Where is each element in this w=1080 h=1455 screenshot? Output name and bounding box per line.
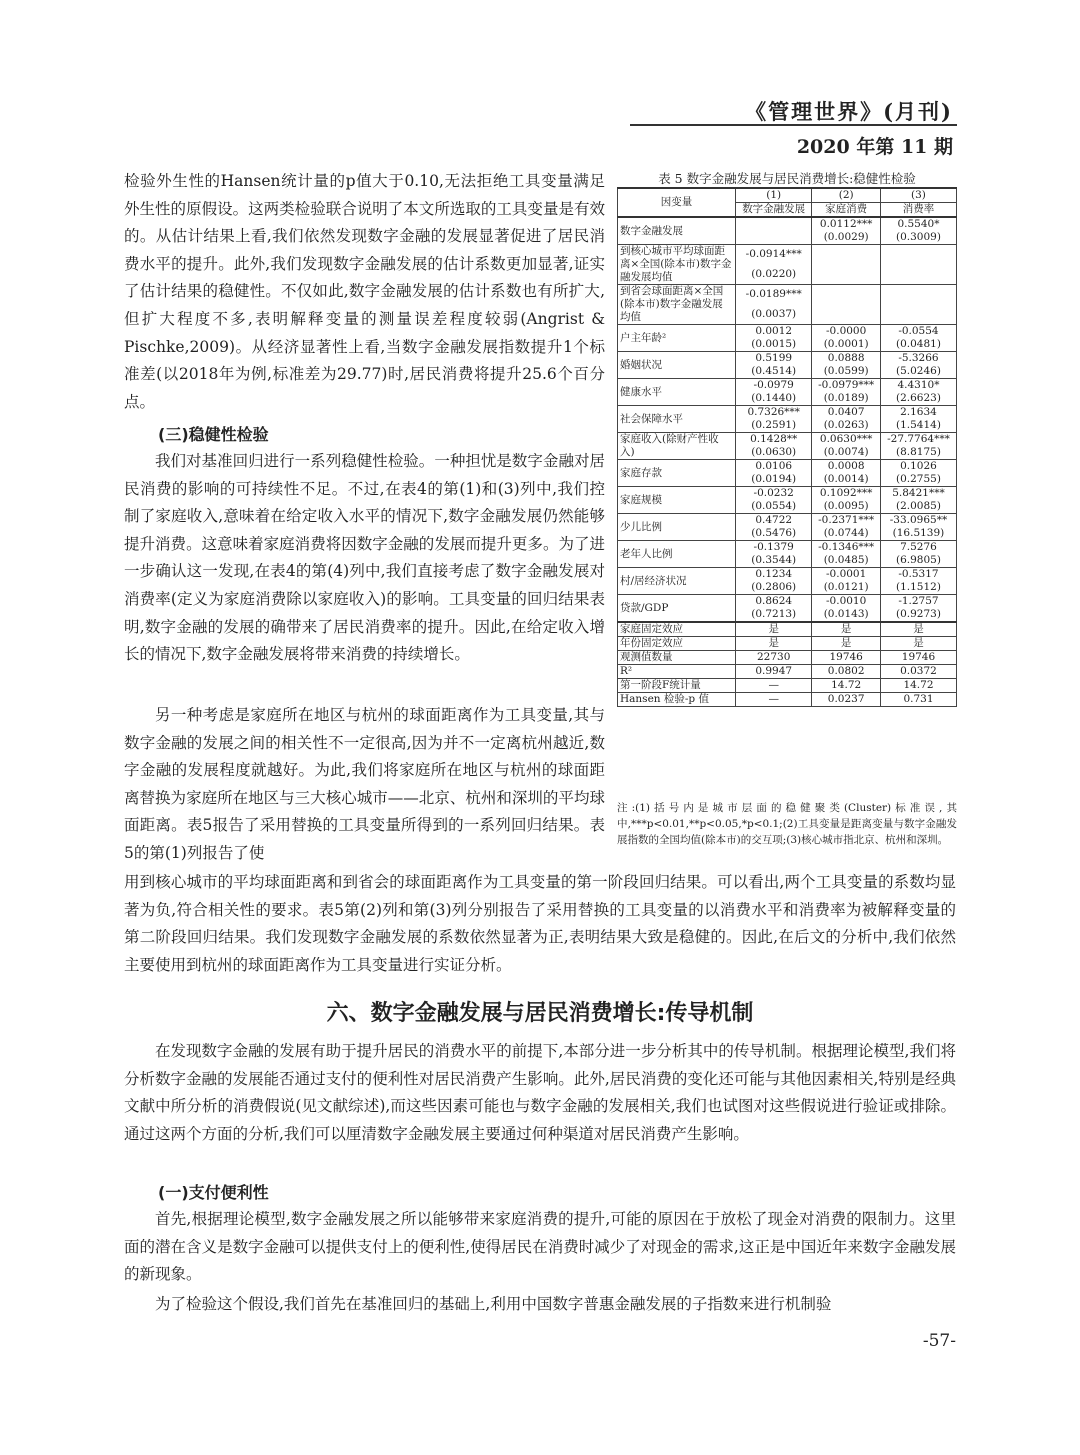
row-label: 健康水平	[618, 379, 736, 406]
se-cell: (0.2755)	[880, 473, 956, 487]
se-cell: (0.3544)	[736, 554, 812, 568]
col-name: 家庭消费	[812, 203, 881, 218]
row-label: 村/居经济状况	[618, 568, 736, 595]
coef-cell: 5.8421***	[880, 487, 956, 501]
se-cell: (0.0481)	[880, 338, 956, 352]
se-cell: (0.0220)	[736, 265, 812, 285]
coef-cell	[880, 245, 956, 265]
table-caption: 表 5 数字金融发展与居民消费增长:稳健性检验	[658, 171, 916, 186]
stat-cell: 是	[736, 622, 812, 637]
se-cell: (0.0194)	[736, 473, 812, 487]
coef-cell: 4.4310*	[880, 379, 956, 393]
section-heading: 六、数字金融发展与居民消费增长:传导机制	[326, 1001, 754, 1026]
table-row	[618, 217, 957, 231]
table-row	[618, 568, 957, 582]
table-row	[618, 622, 957, 637]
se-cell: (0.0074)	[812, 446, 881, 460]
paragraph-payment-2: 为了检验这个假设,我们首先在基准回归的基础上,利用中国数字普惠金融发展的子指数来进行机制验	[155, 1295, 832, 1313]
paragraph-hansen: 检验外生性的Hansen统计量的p值大于0.10,无法拒绝工具变量满足外生性的原假设。这两类检验联合说明了本文所选取的工具变量是有效的。从估计结果上看,我们依然发现数字金融的发展显著促进了居民消费水平的提升。此外,我们发现数字金融发展的估计系数更加显著,证实了估计结果的稳健性。不仅如此,数字金融发展的估计系数也有所扩大,但扩大程度不多,表明解释变量的测量误差程度较弱(Angrist & Pischke,2009)。从经济显著性上看,当数字金融发展指数提升1个标准差(以2018年为例,标准差为29.77)时,居民消费将提升25.6个百分点。	[124, 172, 605, 411]
paragraph-payment-1: 首先,根据理论模型,数字金融发展之所以能够带来家庭消费的提升,可能的原因在于放松了现金对消费的限制力。这里面的潜在含义是数字金融可以提供支付上的便利性,使得居民在消费时减少了对现金的需求,这正是中国近年来数字金融发展的新现象。	[124, 1210, 956, 1284]
dep-var-header: 因变量	[618, 188, 736, 217]
coef-cell: 0.0630***	[812, 433, 881, 447]
coef-cell: 0.0012	[736, 325, 812, 339]
coef-cell	[812, 285, 881, 305]
coef-cell: 0.1092***	[812, 487, 881, 501]
se-cell: (2.6623)	[880, 392, 956, 406]
table-row	[618, 693, 957, 707]
coef-cell: 0.1428**	[736, 433, 812, 447]
coef-cell: -0.0001	[812, 568, 881, 582]
paragraph-robustness-2a: 另一种考虑是家庭所在地区与杭州的球面距离作为工具变量,其与数字金融的发展之间的相关性不一定很高,因为并不一定离杭州越近,数字金融的发展程度就越好。为此,我们将家庭所在地区与杭州的球面距离替换为家庭所在地区与三大核心城市——北京、杭州和深圳的平均球面距离。表5报告了采用替换的工具变量所得到的一系列回归结果。表5的第(1)列报告了使	[124, 706, 605, 862]
row-label: 社会保障水平	[618, 406, 736, 433]
table-row	[618, 595, 957, 609]
se-cell: (8.8175)	[880, 446, 956, 460]
table-row	[618, 352, 957, 366]
coef-cell: 0.1026	[880, 460, 956, 474]
se-cell: (0.0014)	[812, 473, 881, 487]
coef-cell: -0.1346***	[812, 541, 881, 555]
stat-cell: 是	[736, 637, 812, 651]
coef-cell: 7.5276	[880, 541, 956, 555]
se-cell: (0.4514)	[736, 365, 812, 379]
row-label: 家庭固定效应	[618, 622, 736, 637]
table-row	[618, 460, 957, 474]
table-row	[618, 514, 957, 528]
row-label: 观测值数量	[618, 651, 736, 665]
col-name: 消费率	[880, 203, 956, 218]
stat-cell: 是	[812, 637, 881, 651]
se-cell: (2.0085)	[880, 500, 956, 514]
coef-cell: 0.0112***	[812, 217, 881, 231]
table-row	[618, 285, 957, 305]
coef-cell: 0.5199	[736, 352, 812, 366]
coef-cell: -0.0979***	[812, 379, 881, 393]
stat-cell: 22730	[736, 651, 812, 665]
row-label: 老年人比例	[618, 541, 736, 568]
journal-title: 《管理世界》(月刊)	[745, 99, 953, 124]
coef-cell	[880, 285, 956, 305]
stat-cell: 是	[880, 637, 956, 651]
se-cell	[880, 305, 956, 325]
se-cell: (6.9805)	[880, 554, 956, 568]
col-num: (1)	[736, 188, 812, 203]
stat-cell: 14.72	[880, 679, 956, 693]
stat-cell: 0.9947	[736, 665, 812, 679]
coef-cell: 0.0008	[812, 460, 881, 474]
se-cell: (0.0485)	[812, 554, 881, 568]
se-cell: (0.0599)	[812, 365, 881, 379]
coef-cell: 0.0106	[736, 460, 812, 474]
table-row	[618, 325, 957, 339]
se-cell: (0.0095)	[812, 500, 881, 514]
stat-cell: —	[736, 679, 812, 693]
table-note: 注:(1)括号内是城市层面的稳健聚类(Cluster)标准误,其中,***p<0.01,**p<0.05,*p<0.1;(2)工具变量是距离变量与数字金融发展指数的全国均值(除本市)的交互项;(3)核心城市指北京、杭州和深圳。	[617, 802, 957, 846]
coef-cell: -0.0554	[880, 325, 956, 339]
se-cell: (0.0037)	[736, 305, 812, 325]
se-cell: (0.0121)	[812, 581, 881, 595]
row-label: 第一阶段F统计量	[618, 679, 736, 693]
coef-cell: -0.0979	[736, 379, 812, 393]
page-number: -57-	[922, 1331, 956, 1351]
coef-cell: 0.0888	[812, 352, 881, 366]
se-cell: (0.0554)	[736, 500, 812, 514]
coef-cell: 0.1234	[736, 568, 812, 582]
coef-cell: -0.0914***	[736, 245, 812, 265]
stat-cell: 14.72	[812, 679, 881, 693]
coef-cell: -1.2757	[880, 595, 956, 609]
coef-cell: -5.3266	[880, 352, 956, 366]
table-row	[618, 433, 957, 447]
row-label: 到省会球面距离×全国(除本市)数字金融发展均值	[618, 285, 736, 325]
row-label: 家庭存款	[618, 460, 736, 487]
stat-cell: 是	[880, 622, 956, 637]
col-name: 数字金融发展	[736, 203, 812, 218]
se-cell: (0.2591)	[736, 419, 812, 433]
issue-label: 2020 年第 11 期	[796, 136, 953, 158]
se-cell: (0.0015)	[736, 338, 812, 352]
coef-cell: 0.0407	[812, 406, 881, 420]
coef-cell: -0.0000	[812, 325, 881, 339]
table-row	[618, 679, 957, 693]
col-num: (3)	[880, 188, 956, 203]
stat-cell: —	[736, 693, 812, 707]
se-cell	[880, 265, 956, 285]
coef-cell: 2.1634	[880, 406, 956, 420]
row-label: 年份固定效应	[618, 637, 736, 651]
coef-cell: -0.1379	[736, 541, 812, 555]
coef-cell: -33.0965**	[880, 514, 956, 528]
se-cell: (0.9273)	[880, 608, 956, 622]
subheading-payment: (一)支付便利性	[158, 1183, 269, 1202]
coef-cell: -0.0010	[812, 595, 881, 609]
row-label: R²	[618, 665, 736, 679]
subheading-robustness: (三)稳健性检验	[158, 425, 269, 444]
table-row	[618, 379, 957, 393]
stat-cell: 是	[812, 622, 881, 637]
table-row	[618, 651, 957, 665]
se-cell	[812, 305, 881, 325]
table-row	[618, 541, 957, 555]
table-row	[618, 406, 957, 420]
paragraph-mechanism-intro: 在发现数字金融的发展有助于提升居民的消费水平的前提下,本部分进一步分析其中的传导机制。根据理论模型,我们将分析数字金融的发展能否通过支付的便利性对居民消费产生影响。此外,居民消费的变化还可能与其他因素相关,特别是经典文献中所分析的消费假说(见文献综述),而这些因素可能也与数字金融的发展相关,我们也试图对这些假说进行验证或排除。通过这两个方面的分析,我们可以厘清数字金融发展主要通过何种渠道对居民消费产生影响。	[124, 1042, 956, 1143]
coef-cell: -0.0232	[736, 487, 812, 501]
coef-cell: 0.7326***	[736, 406, 812, 420]
coef-cell: -0.2371***	[812, 514, 881, 528]
se-cell: (0.2806)	[736, 581, 812, 595]
se-cell: (0.0143)	[812, 608, 881, 622]
se-cell: (0.0001)	[812, 338, 881, 352]
row-label: 数字金融发展	[618, 217, 736, 245]
coef-cell: -0.5317	[880, 568, 956, 582]
row-label: 少儿比例	[618, 514, 736, 541]
row-label: Hansen 检验-p 值	[618, 693, 736, 707]
se-cell	[736, 231, 812, 245]
col-num: (2)	[812, 188, 881, 203]
se-cell: (0.0744)	[812, 527, 881, 541]
table-row	[618, 245, 957, 265]
coef-cell: 0.5540*	[880, 217, 956, 231]
coef-cell: -0.0189***	[736, 285, 812, 305]
se-cell: (1.1512)	[880, 581, 956, 595]
se-cell: (0.5476)	[736, 527, 812, 541]
stat-cell: 0.731	[880, 693, 956, 707]
se-cell: (0.0029)	[812, 231, 881, 245]
row-label: 到核心城市平均球面距离×全国(除本市)数字金融发展均值	[618, 245, 736, 285]
se-cell: (0.0630)	[736, 446, 812, 460]
row-label: 婚姻状况	[618, 352, 736, 379]
se-cell: (16.5139)	[880, 527, 956, 541]
se-cell: (5.0246)	[880, 365, 956, 379]
table-row	[618, 487, 957, 501]
header-rule	[630, 124, 957, 126]
row-label: 家庭收入(除财产性收入)	[618, 433, 736, 460]
se-cell: (0.0263)	[812, 419, 881, 433]
coef-cell	[812, 245, 881, 265]
stat-cell: 19746	[880, 651, 956, 665]
stat-cell: 0.0802	[812, 665, 881, 679]
se-cell	[812, 265, 881, 285]
row-label: 贷款/GDP	[618, 595, 736, 623]
table-row	[618, 637, 957, 651]
paragraph-robustness-1: 我们对基准回归进行一系列稳健性检验。一种担忧是数字金融对居民消费的影响的可持续性不足。不过,在表4的第(1)和(3)列中,我们控制了家庭收入,意味着在给定收入水平的情况下,数字金融发展仍然能够提升消费。这意味着家庭消费将因数字金融的发展而提升更多。为了进一步确认这一发现,在表4的第(4)列中,我们直接考虑了数字金融发展对消费率(定义为家庭消费除以家庭收入)的影响。工具变量的回归结果表明,数字金融的发展的确带来了居民消费率的提升。因此,在给定收入增长的情况下,数字金融发展将带来消费的持续增长。	[124, 452, 605, 664]
se-cell: (0.3009)	[880, 231, 956, 245]
se-cell: (0.1440)	[736, 392, 812, 406]
row-label: 家庭规模	[618, 487, 736, 514]
paragraph-robustness-2b: 用到核心城市的平均球面距离和到省会的球面距离作为工具变量的第一阶段回归结果。可以看出,两个工具变量的系数均显著为负,符合相关性的要求。表5第(2)列和第(3)列分别报告了采用替换的工具变量的以消费水平和消费率为被解释变量的第二阶段回归结果。我们发现数字金融发展的系数依然显著为正,表明结果大致是稳健的。因此,在后文的分析中,我们依然主要使用到杭州的球面距离作为工具变量进行实证分析。	[124, 873, 956, 974]
coef-cell: -27.7764***	[880, 433, 956, 447]
stat-cell: 0.0237	[812, 693, 881, 707]
results-table	[617, 187, 957, 707]
table-row	[618, 665, 957, 679]
stat-cell: 19746	[812, 651, 881, 665]
coef-cell	[736, 217, 812, 231]
se-cell: (1.5414)	[880, 419, 956, 433]
row-label: 户主年龄²	[618, 325, 736, 352]
se-cell: (0.7213)	[736, 608, 812, 622]
coef-cell: 0.8624	[736, 595, 812, 609]
stat-cell: 0.0372	[880, 665, 956, 679]
coef-cell: 0.4722	[736, 514, 812, 528]
se-cell: (0.0189)	[812, 392, 881, 406]
